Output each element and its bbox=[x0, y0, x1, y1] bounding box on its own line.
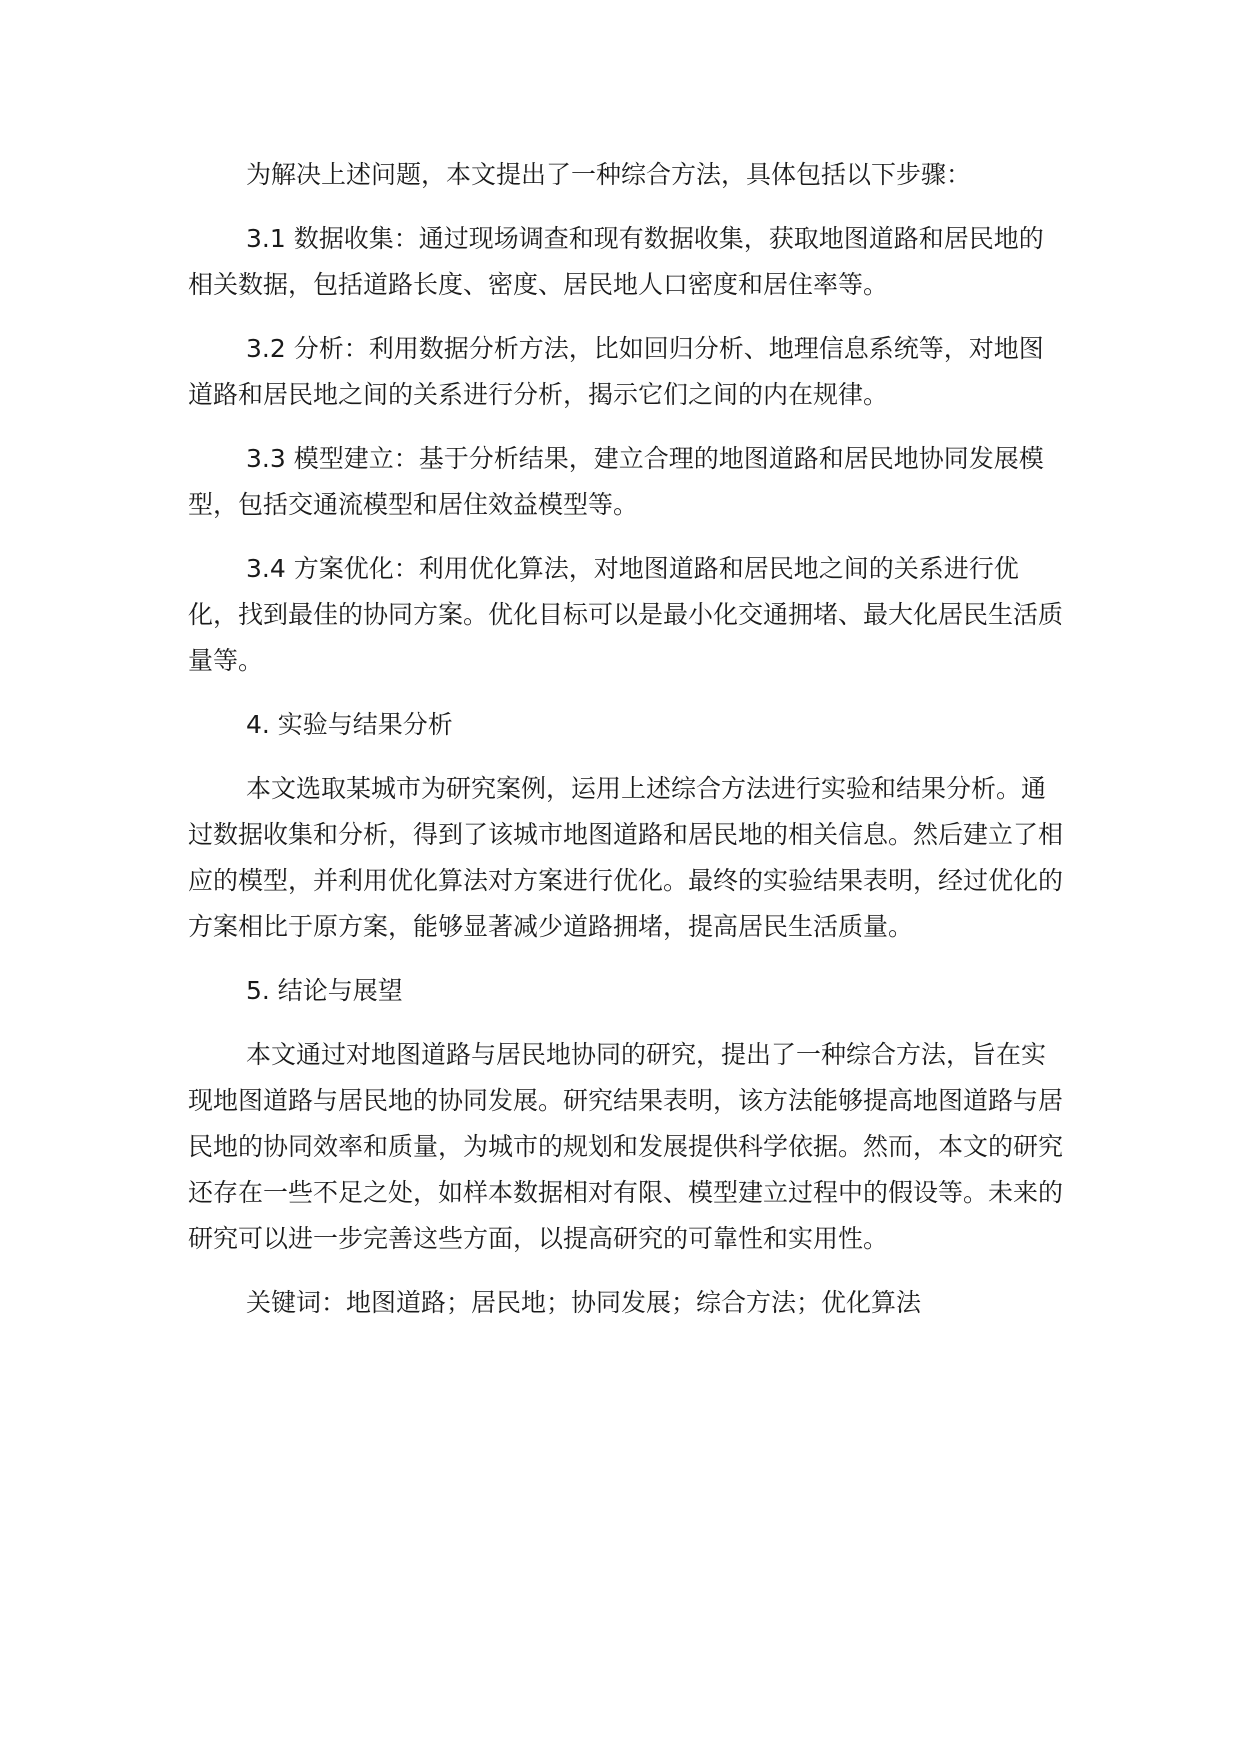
section-4-paragraph: 本文选取某城市为研究案例，运用上述综合方法进行实验和结果分析。通过数据收集和分析，得到了该城市地图道路和居民地的相关信息。然后建立了相应的模型，并利用优化算法对方案进行优化。最终的实验结果表明，经过优化的方案相比于原方案，能够显著减少道路拥堵，提高居民生活质量。 bbox=[188, 774, 1064, 941]
section-5-paragraph: 本文通过对地图道路与居民地协同的研究，提出了一种综合方法，旨在实现地图道路与居民地的协同发展。研究结果表明，该方法能够提高地图道路与居民地的协同效率和质量，为城市的规划和发展提供科学依据。然而，本文的研究还存在一些不足之处，如样本数据相对有限、模型建立过程中的假设等。未来的研究可以进一步完善这些方面，以提高研究的可靠性和实用性。 bbox=[188, 1040, 1064, 1253]
keywords-paragraph: 关键词：地图道路；居民地；协同发展；综合方法；优化算法 bbox=[246, 1288, 922, 1317]
step-3-1-paragraph: 3.1 数据收集：通过现场调查和现有数据收集，获取地图道路和居民地的相关数据，包括道路长度、密度、居民地人口密度和居住率等。 bbox=[188, 224, 1044, 299]
document-body bbox=[188, 152, 1068, 1344]
step-3-4-paragraph: 3.4 方案优化：利用优化算法，对地图道路和居民地之间的关系进行优化，找到最佳的协同方案。优化目标可以是最小化交通拥堵、最大化居民生活质量等。 bbox=[188, 554, 1064, 675]
section-4-heading: 4. 实验与结果分析 bbox=[246, 710, 453, 739]
intro-paragraph: 为解决上述问题，本文提出了一种综合方法，具体包括以下步骤： bbox=[246, 160, 972, 189]
step-3-2-paragraph: 3.2 分析：利用数据分析方法，比如回归分析、地理信息系统等，对地图道路和居民地之间的关系进行分析，揭示它们之间的内在规律。 bbox=[188, 334, 1044, 409]
step-3-3-paragraph: 3.3 模型建立：基于分析结果，建立合理的地图道路和居民地协同发展模型，包括交通流模型和居住效益模型等。 bbox=[188, 444, 1044, 519]
section-5-heading: 5. 结论与展望 bbox=[246, 976, 403, 1005]
